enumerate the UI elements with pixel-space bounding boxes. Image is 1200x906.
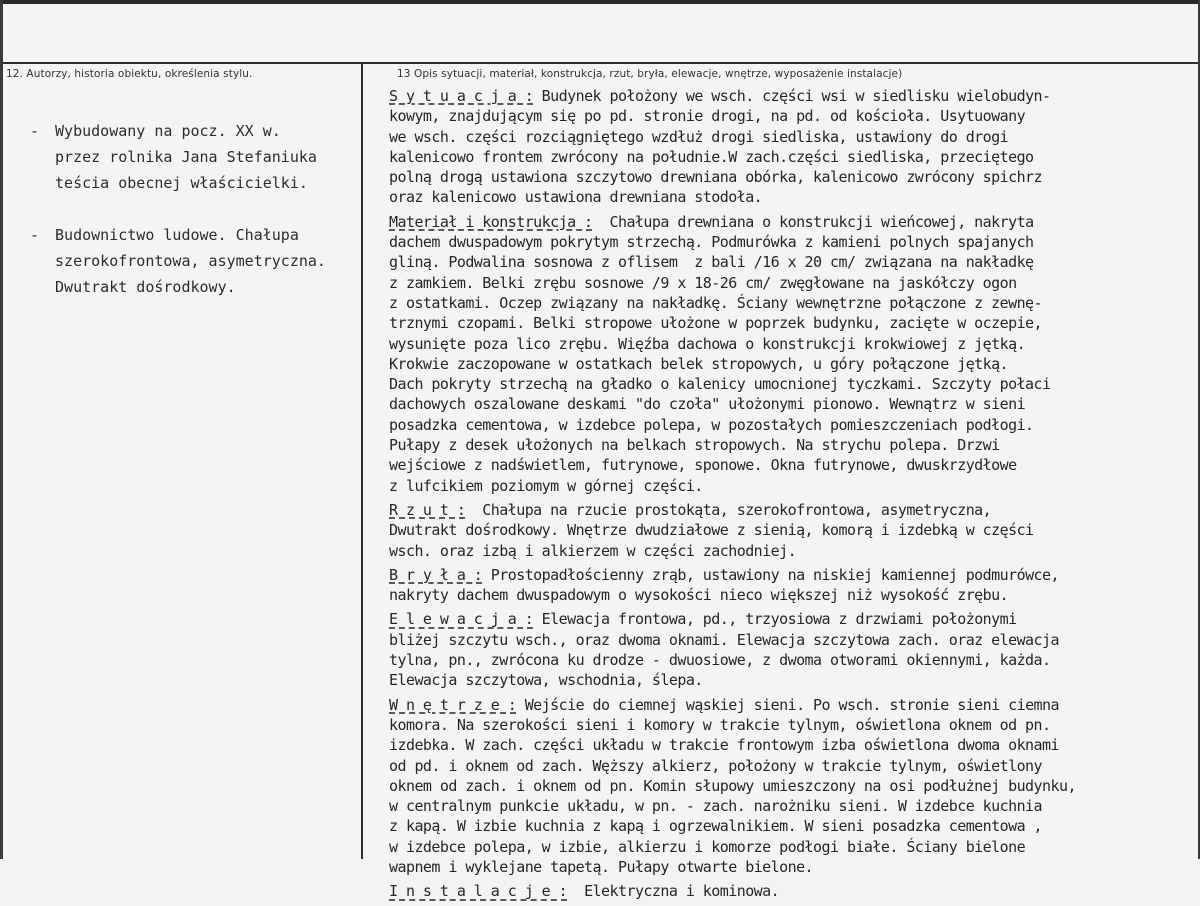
section-text: z ostatkami. Oczep związany na nakładkę. Ściany wewnętrzne połączone z zewnę- (389, 293, 1043, 312)
section-line (389, 147, 1195, 167)
section-text: Chałupa drewniana o konstrukcji wieńcowej, nakryta (592, 212, 1034, 231)
section-line (389, 776, 1195, 796)
section-line (389, 252, 1195, 272)
section-text: komora. Na szerokości sieni i komory w trakcie tylnym, oświetlona oknem od pn. (389, 715, 1051, 734)
section-line (389, 106, 1195, 126)
section-line (389, 585, 1195, 605)
section-text: z lufcikiem poziomym w górnej części. (389, 476, 703, 495)
section-line (389, 394, 1195, 414)
section-text: bliżej szczytu wsch., oraz dwoma oknami. Elewacja szczytowa zach. oraz elewacja (389, 630, 1059, 649)
section-line (389, 609, 1195, 629)
left-item-text: Dwutrakt dośrodkowy. (55, 278, 236, 296)
section-paragraph (389, 500, 1195, 561)
section-text: polną drogą ustawiona szczytowo drewniana obórka, kalenicowo zwrócony spichrz (389, 168, 1043, 187)
section-paragraph (389, 86, 1195, 208)
header-divider (3, 62, 1198, 64)
section-line (389, 816, 1195, 836)
section-text: kalenicowo frontem zwrócony na południe.W zach.części siedliska, przeciętego (389, 147, 1034, 166)
section-paragraph (389, 881, 1195, 901)
section-heading: W n ę t r z e : (389, 695, 517, 714)
section-heading: R z u t : (389, 500, 466, 519)
section-line (389, 293, 1195, 313)
column-divider (361, 62, 363, 859)
section-text: wejściowe z nadświetlem, futrynowe, sponowe. Okna futrynowe, dwuskrzydłowe (389, 456, 1017, 475)
section-line (389, 415, 1195, 435)
section-line (389, 435, 1195, 455)
section-line (389, 500, 1195, 520)
section-line (389, 695, 1195, 715)
section-text: Wejście do ciemnej wąskiej sieni. Po wsch. stronie sieni ciemna (516, 695, 1059, 714)
section-text: wapnem i wyklejane tapetą. Pułapy otwarte bielone. (389, 857, 814, 876)
section-heading: S y t u a c j a : (389, 87, 534, 105)
section-line (389, 881, 1195, 901)
section-line (389, 857, 1195, 877)
section-text: Krokwie zaczopowane w ostatkach belek stropowych, u góry połączone jętką. (389, 354, 1009, 373)
section-text: Elewacja szczytowa, wschodnia, ślepa. (389, 671, 703, 690)
section-line (389, 232, 1195, 252)
section-line (389, 670, 1195, 690)
section-line (389, 476, 1195, 496)
section-text: Chałupa na rzucie prostokąta, szerokofrontowa, asymetryczna, (465, 500, 992, 519)
right-column (389, 86, 1195, 906)
left-item-line (30, 118, 350, 144)
section-text: z kapą. W izbie kuchnia z kapą i ogrzewalnikiem. W sieni posadzka cementowa , (389, 817, 1043, 836)
section-text: wsch. oraz izbą i alkierzem w części zachodniej. (389, 541, 797, 560)
section-text: izdebka. W zach. części układu w trakcie frontowym izba oświetlona dwoma oknami (389, 736, 1059, 755)
left-list-item (30, 222, 350, 300)
left-column (30, 118, 350, 326)
section-line (389, 187, 1195, 207)
section-text: kowym, znajdującym się po pd. stronie drogi, na pd. od kościoła. Usytuowany (389, 107, 1026, 126)
section-text: w centralnym punkcie układu, w pn. - zach. narożniku sieni. W izdebce kuchnia (389, 797, 1043, 816)
section-text: gliną. Podwalina sosnowa z oflisem z bali /16 x 20 cm/ związana na nakładkę (389, 253, 1034, 272)
section-line (389, 650, 1195, 670)
section-line (389, 565, 1195, 585)
section-heading: I n s t a l a c j e : (389, 882, 568, 901)
section-text: wysunięte poza lico zrębu. Więźba dachowa o konstrukcji krokwiowej z jętką. (389, 334, 1026, 353)
section-paragraph (389, 565, 1195, 606)
left-item-text: Budownictwo ludowe. Chałupa (55, 226, 299, 244)
section-line (389, 796, 1195, 816)
section-line (389, 837, 1195, 857)
list-dash: - (30, 226, 40, 244)
right-column-header: 13 Opis sytuacji, materiał, konstrukcja, rzut, bryła, elewacje, wnętrze, wyposażenie instalacje) (397, 68, 903, 80)
section-text: we wsch. części rozciągniętego wzdłuż drogi siedliska, ustawiony do drogi (389, 127, 1009, 146)
left-item-text: Wybudowany na pocz. XX w. (55, 122, 281, 140)
section-heading: E l e w a c j a : (389, 610, 534, 629)
section-line (389, 313, 1195, 333)
section-line (389, 167, 1195, 187)
section-line (389, 212, 1195, 232)
left-item-line (30, 274, 350, 300)
section-line (389, 455, 1195, 475)
section-line (389, 86, 1195, 106)
section-text: tylna, pn., zwrócona ku drodze - dwuosiowe, z dwoma otworami okiennymi, każda. (389, 651, 1051, 670)
left-item-line (30, 170, 350, 196)
section-paragraph (389, 609, 1195, 690)
section-text: Elektryczna i kominowa. (567, 882, 780, 901)
left-border (0, 0, 3, 859)
section-line (389, 756, 1195, 776)
section-text: dachowych oszalowane deskami "do czoła" ułożonymi pionowo. Wewnątrz w sieni (389, 395, 1026, 414)
section-heading: Materiał i konstrukcja : (389, 212, 593, 231)
section-line (389, 354, 1195, 374)
section-paragraph (389, 212, 1195, 496)
section-text: trznymi czopami. Belki stropowe ułożone w poprzek budynku, zacięte w oczepie, (389, 314, 1043, 333)
section-line (389, 541, 1195, 561)
section-text: z zamkiem. Belki zrębu sosnowe /9 x 18-26 cm/ zwęgłowane na jaskółczy ogon (389, 273, 1017, 292)
section-line (389, 715, 1195, 735)
left-item-text: szerokofrontowa, asymetryczna. (55, 252, 326, 270)
section-line (389, 520, 1195, 540)
left-item-line (30, 222, 350, 248)
section-line (389, 127, 1195, 147)
section-text: Dwutrakt dośrodkowy. Wnętrze dwudziałowe z sienią, komorą i izdebką w części (389, 521, 1034, 540)
section-text: posadzka cementowa, w izdebce polepa, w pozostałych pomieszczeniach podłogi. (389, 415, 1034, 434)
section-paragraph (389, 695, 1195, 878)
section-text: Prostopadłościenny zrąb, ustawiony na niskiej kamiennej podmurówce, (482, 565, 1059, 584)
list-dash: - (30, 122, 40, 140)
section-text: od pd. i oknem od zach. Węższy alkierz, położony w trakcie tylnym, oświetlony (389, 756, 1043, 775)
left-column-header: 12. Autorzy, historia obiektu, określenia stylu. (6, 68, 253, 80)
left-list-item (30, 118, 350, 196)
left-item-text: przez rolnika Jana Stefaniuka (55, 148, 317, 166)
section-line (389, 334, 1195, 354)
section-text: Elewacja frontowa, pd., trzyosiowa z drzwiami położonymi (533, 610, 1017, 629)
section-text: nakryty dachem dwuspadowym o wysokości nieco większej niż wysokość zrębu. (389, 586, 1009, 605)
left-item-text: teścia obecnej właścicielki. (55, 174, 308, 192)
section-text: oknem od zach. i oknem od pn. Komin słupowy umieszczony na osi podłużnej budynku, (389, 776, 1076, 795)
section-line (389, 630, 1195, 650)
section-text: dachem dwuspadowym pokrytym strzechą. Podmurówka z kamieni polnych spajanych (389, 233, 1034, 252)
section-line (389, 735, 1195, 755)
section-text: Budynek położony we wsch. części wsi w siedlisku wielobudyn- (533, 87, 1051, 105)
section-heading: B r y ł a : (389, 565, 483, 584)
section-line (389, 374, 1195, 394)
section-text: Dach pokryty strzechą na gładko o kalenicy umocnionej tyczkami. Szczyty połaci (389, 375, 1051, 394)
section-text: Pułapy z desek ułożonych na belkach stropowych. Na strychu polepa. Drzwi (389, 436, 1000, 455)
left-item-line (30, 144, 350, 170)
left-item-line (30, 248, 350, 274)
section-line (389, 273, 1195, 293)
top-border (0, 0, 1200, 4)
section-text: oraz kalenicowo ustawiona drewniana stodoła. (389, 188, 763, 207)
section-text: w izdebce polepa, w izbie, alkierzu i komorze podłogi białe. Ściany bielone (389, 837, 1026, 856)
